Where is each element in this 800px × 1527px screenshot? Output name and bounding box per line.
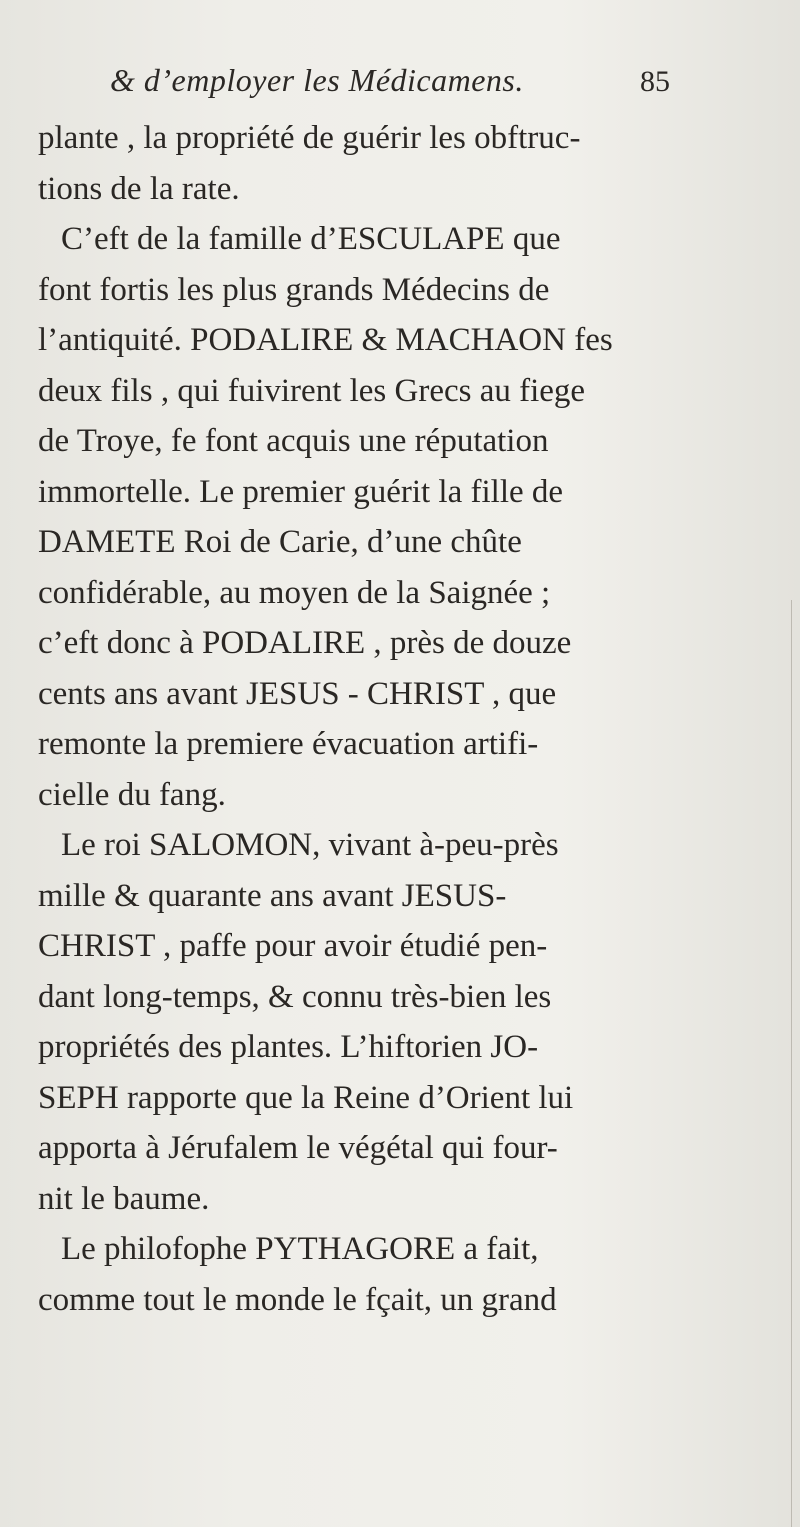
page-edge	[791, 600, 792, 1527]
text-line: plante , la propriété de guérir les obftruc-	[38, 120, 581, 156]
body-text	[38, 113, 778, 1325]
text-line: de Troye, fe font acquis une réputation	[38, 423, 549, 459]
text-line: tions de la rate.	[38, 170, 240, 207]
text-line: mille & quarante ans avant JESUS-	[38, 877, 507, 914]
text-line: cielle du fang.	[38, 776, 226, 813]
page-number: 85	[640, 65, 670, 98]
page-header	[110, 62, 670, 102]
text-line: SEPH rapporte que la Reine d’Orient lui	[38, 1079, 574, 1116]
text-line: confidérable, au moyen de la Saignée ;	[38, 574, 551, 611]
text-line: cents ans avant JESUS - CHRIST , que	[38, 675, 557, 712]
text-line: Le philofophe PYTHAGORE a fait,	[61, 1231, 539, 1267]
text-line: font fortis les plus grands Médecins de	[38, 271, 550, 308]
running-title: & d’employer les Médicamens.	[110, 62, 524, 98]
text-line: remonte la premiere évacuation artifi-	[38, 726, 539, 762]
text-line: dant long-temps, & connu très-bien les	[38, 978, 552, 1015]
text-line: propriétés des plantes. L’hiftorien JO-	[38, 1029, 539, 1065]
text-line: deux fils , qui fuivirent les Grecs au fiege	[38, 372, 586, 409]
text-line: CHRIST , paffe pour avoir étudié pen-	[38, 928, 548, 964]
text-line: comme tout le monde le fçait, un grand	[38, 1281, 557, 1318]
text-line: l’antiquité. PODALIRE & MACHAON fes	[38, 322, 613, 358]
text-line: Le roi SALOMON, vivant à-peu-près	[61, 827, 559, 863]
text-line: immortelle. Le premier guérit la fille de	[38, 473, 564, 510]
text-line: nit le baume.	[38, 1180, 210, 1217]
text-line: c’eft donc à PODALIRE , près de douze	[38, 625, 572, 661]
text-line: C’eft de la famille d’ESCULAPE que	[61, 221, 561, 257]
text-line: DAMETE Roi de Carie, d’une chûte	[38, 524, 522, 560]
text-line: apporta à Jérufalem le végétal qui four-	[38, 1130, 558, 1166]
